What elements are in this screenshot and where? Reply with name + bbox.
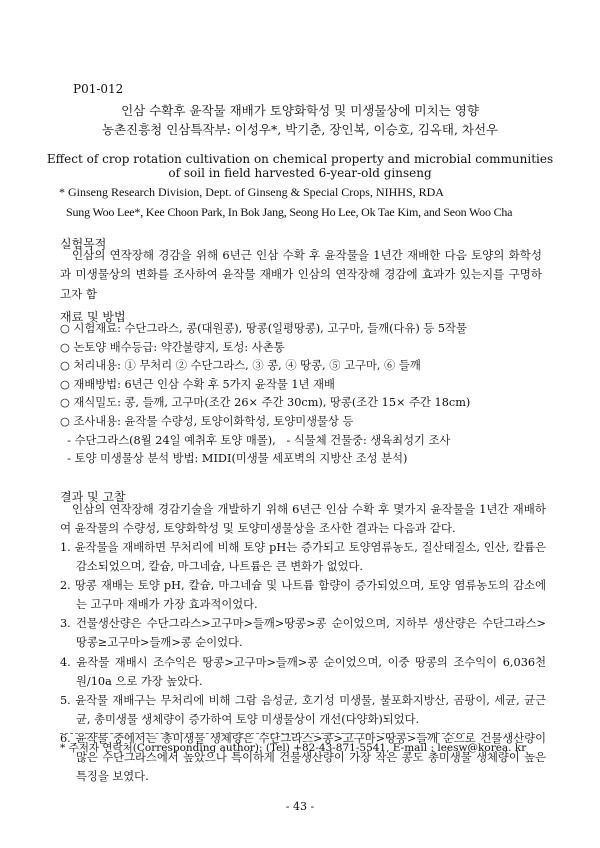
method-item: ○ 재식밀도: 콩, 들깨, 고구마(조간 26× 주간 30cm), 땅콩(조간 15× 주간 18cm) xyxy=(60,396,471,410)
english-authors: Sung Woo Lee*, Kee Choon Park, In Bok Jang, Seong Ho Lee, Ok Tae Kim, and Seon Woo Cha xyxy=(66,205,513,219)
english-title: Effect of crop rotation cultivation on chemical property and microbial communities of soil in field harvested 6-year-old ginseng xyxy=(46,152,554,180)
method-item: - 토양 미생물상 분석 방법: MIDI(미생물 세포벽의 지방산 조성 분석) xyxy=(60,452,408,466)
method-item: ○ 논토양 배수등급: 약간불량지, 토성: 사촌통 xyxy=(60,340,285,354)
english-affiliation: * Ginseng Research Division, Dept. of Ginseng & Special Crops, NIHHS, RDA xyxy=(59,185,444,199)
objective-text: 인삼의 연작장해 경감을 위해 6년근 인삼 수확 후 윤작물을 1년간 재배한 다음 토양의 화학성과 미생물상의 변화를 조사하여 윤작물 재배가 인삼의 연작장해 경감에 효과가 있는지를 구명하고자 함 xyxy=(60,248,542,301)
page-number: - 43 - xyxy=(285,800,315,813)
korean-title: 인삼 수확후 윤작물 재배가 토양화학성 및 미생물상에 미치는 영향 xyxy=(121,103,479,118)
result-item: 1. 윤작물을 재배하면 무처리에 비해 토양 pH는 증가되고 토양염류농도, 질산태질소, 인산, 칼륨은 감소되었으며, 칼슘, 마그네슘, 나트륨은 큰 변화가 없었다. xyxy=(60,541,546,574)
result-item: 4. 윤작물 재배시 조수익은 땅콩>고구마>들깨>콩 순이었으며, 이중 땅콩의 조수익이 6,036천원/10a 으로 가장 높았다. xyxy=(60,655,546,688)
results-heading: 결과 및 고찰 xyxy=(60,490,126,504)
result-item: 6. 윤작물 중에서는 총미생물 생체량은 수단그라스>콩>고구마>땅콩>들깨 순으로 건물생산량이 많은 수단그라스에서 높았으나 특이하게 건물생산량이 가장 작은 콩도 총미생물 생체량이 높은 특징을 보였다. xyxy=(60,731,546,784)
korean-authors: 농촌진흥청 인삼특작부: 이성우*, 박기춘, 장인복, 이승호, 김옥태, 차선우 xyxy=(101,122,499,137)
footnote-divider xyxy=(60,733,470,734)
method-item: - 수단그라스(8월 24일 예취후 토양 매몰), - 식물체 건물중: 생육최성기 조사 xyxy=(60,433,451,447)
footnote: * 주저자 연락처(Corresponding author): (Tel) +82-43-871-5541, E-mail : leesw@korea. kr xyxy=(60,742,527,754)
methods-heading: 재료 및 방법 xyxy=(60,310,126,324)
method-item: ○ 조사내용: 윤작물 수량성, 토양이화학성, 토양미생물상 등 xyxy=(60,414,354,428)
result-item: 5. 윤작물 재배구는 무처리에 비해 그람 음성균, 호기성 미생물, 불포화지방산, 곰팡이, 세균, 균근균, 총미생물 생체량이 증가하여 토양 미생물상이 개선(다양화)되었다. xyxy=(60,693,546,726)
method-item: ○ 시험재료: 수단그라스, 콩(대원콩), 땅콩(일평땅콩), 고구마, 들깨(다유) 등 5작물 xyxy=(60,322,467,335)
result-item: 2. 땅콩 재배는 토양 pH, 칼슘, 마그네슘 및 나트륨 함량이 증가되었으며, 토양 염류농도의 감소에는 고구마 재배가 가장 효과적이었다. xyxy=(60,579,546,612)
objective-heading: 실험목적 xyxy=(60,237,107,251)
method-item: ○ 처리내용: ① 무처리 ② 수단그라스, ③ 콩, ④ 땅콩, ⑤ 고구마, ⑥ 들깨 xyxy=(60,359,421,373)
abstract-code: P01-012 xyxy=(73,82,124,96)
results-intro: 인삼의 연작장해 경감기술을 개발하기 위해 6년근 인삼 수확 후 몇가지 윤작물을 1년간 재배하여 윤작물의 수량성, 토양화학성 및 토양미생물상을 조사한 결과는 다음과 같다. xyxy=(60,502,546,535)
method-item: ○ 재배방법: 6년근 인삼 수확 후 5가지 윤작물 1년 재배 xyxy=(60,377,335,391)
result-item: 3. 건물생산량은 수단그라스>고구마>들깨>땅콩>콩 순이었으며, 지하부 생산량은 수단그라스>땅콩≥고구마>들깨>콩 순이었다. xyxy=(60,617,546,650)
methods-list xyxy=(60,320,545,469)
